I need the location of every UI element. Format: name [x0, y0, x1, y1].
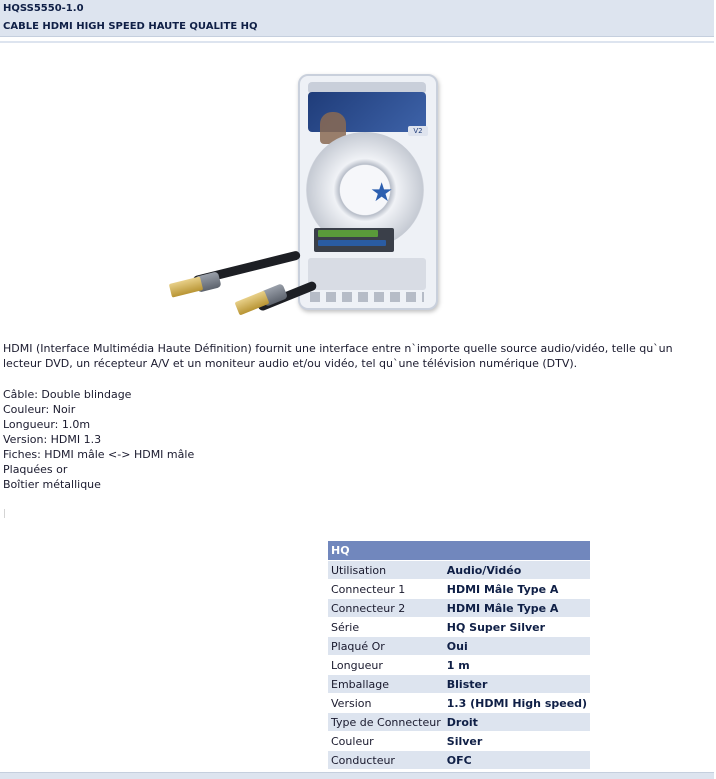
product-sku: HQSS5550-1.0	[3, 3, 84, 14]
table-row	[328, 675, 590, 694]
spec-table-value: Oui	[444, 637, 590, 656]
product-title: CABLE HDMI HIGH SPEED HAUTE QUALITE HQ	[3, 21, 258, 32]
spec-table-value: HDMI Mâle Type A	[444, 599, 590, 618]
package-version-badge: V2	[408, 126, 428, 136]
spec-table-value: 1 m	[444, 656, 590, 675]
hdmi-plug-left-icon	[169, 276, 203, 297]
table-row	[328, 694, 590, 713]
spec-table-key: Emballage	[328, 675, 444, 694]
spec-table-value: 1.3 (HDMI High speed)	[444, 694, 590, 713]
spec-item-color: Couleur: Noir	[3, 403, 76, 416]
spec-item-version: Version: HDMI 1.3	[3, 433, 102, 446]
table-row	[328, 637, 590, 656]
table-row	[328, 713, 590, 732]
spec-table-value: Blister	[444, 675, 590, 694]
spec-table-key: Plaqué Or	[328, 637, 444, 656]
package-label-green-strip	[318, 230, 378, 237]
spec-item-metal-housing: Boîtier métallique	[3, 478, 101, 491]
spec-table-value: HQ Super Silver	[444, 618, 590, 637]
spec-table-value: Droit	[444, 713, 590, 732]
spec-table-key: Version	[328, 694, 444, 713]
spec-table-value: Silver	[444, 732, 590, 751]
spec-table-value: Audio/Vidéo	[444, 561, 590, 580]
table-row	[328, 751, 590, 770]
spec-table-key: Longueur	[328, 656, 444, 675]
spec-table-key: Série	[328, 618, 444, 637]
spec-table-key: Utilisation	[328, 561, 444, 580]
table-row	[328, 599, 590, 618]
spec-list	[3, 387, 194, 492]
product-image	[166, 74, 440, 314]
spec-table-key: Conducteur	[328, 751, 444, 770]
spec-table-key: Couleur	[328, 732, 444, 751]
table-row	[328, 561, 590, 580]
table-row	[328, 618, 590, 637]
spec-table-key: Connecteur 2	[328, 599, 444, 618]
blister-package	[298, 74, 438, 310]
table-row	[328, 656, 590, 675]
product-description: HDMI (Interface Multimédia Haute Définition) fournit une interface entre n`importe quelle source audio/vidéo, telle qu`un lecteur DVD, un récepteur A/V et un moniteur audio et/ou vidéo, tel qu`une télévision numérique (DTV).	[3, 342, 673, 370]
spec-table-value: OFC	[444, 751, 590, 770]
package-connection-label	[314, 228, 394, 252]
spec-table-key: Connecteur 1	[328, 580, 444, 599]
package-info-panel	[308, 258, 426, 290]
spec-table-value: HDMI Mâle Type A	[444, 580, 590, 599]
spec-table-key: Type de Connecteur	[328, 713, 444, 732]
page-footer-bar	[0, 772, 714, 779]
hdmi-plug-right-icon	[235, 291, 270, 316]
table-row	[328, 732, 590, 751]
table-row	[328, 580, 590, 599]
header-divider	[0, 41, 714, 43]
product-header	[0, 0, 714, 37]
spec-table	[328, 541, 590, 770]
package-banner	[308, 92, 426, 135]
spec-table-header-row	[328, 541, 590, 561]
spec-item-plugs: Fiches: HDMI mâle <-> HDMI mâle	[3, 448, 195, 461]
spec-table-header: HQ	[328, 541, 590, 561]
star-logo-icon: ★	[370, 178, 394, 208]
package-label-blue-strip	[318, 240, 386, 246]
text-cursor-mark: |	[3, 509, 7, 519]
spec-item-cable: Câble: Double blindage	[3, 388, 132, 401]
spec-item-length: Longueur: 1.0m	[3, 418, 91, 431]
spec-item-gold-plated: Plaquées or	[3, 463, 68, 476]
package-bottom-tabs	[310, 292, 424, 302]
